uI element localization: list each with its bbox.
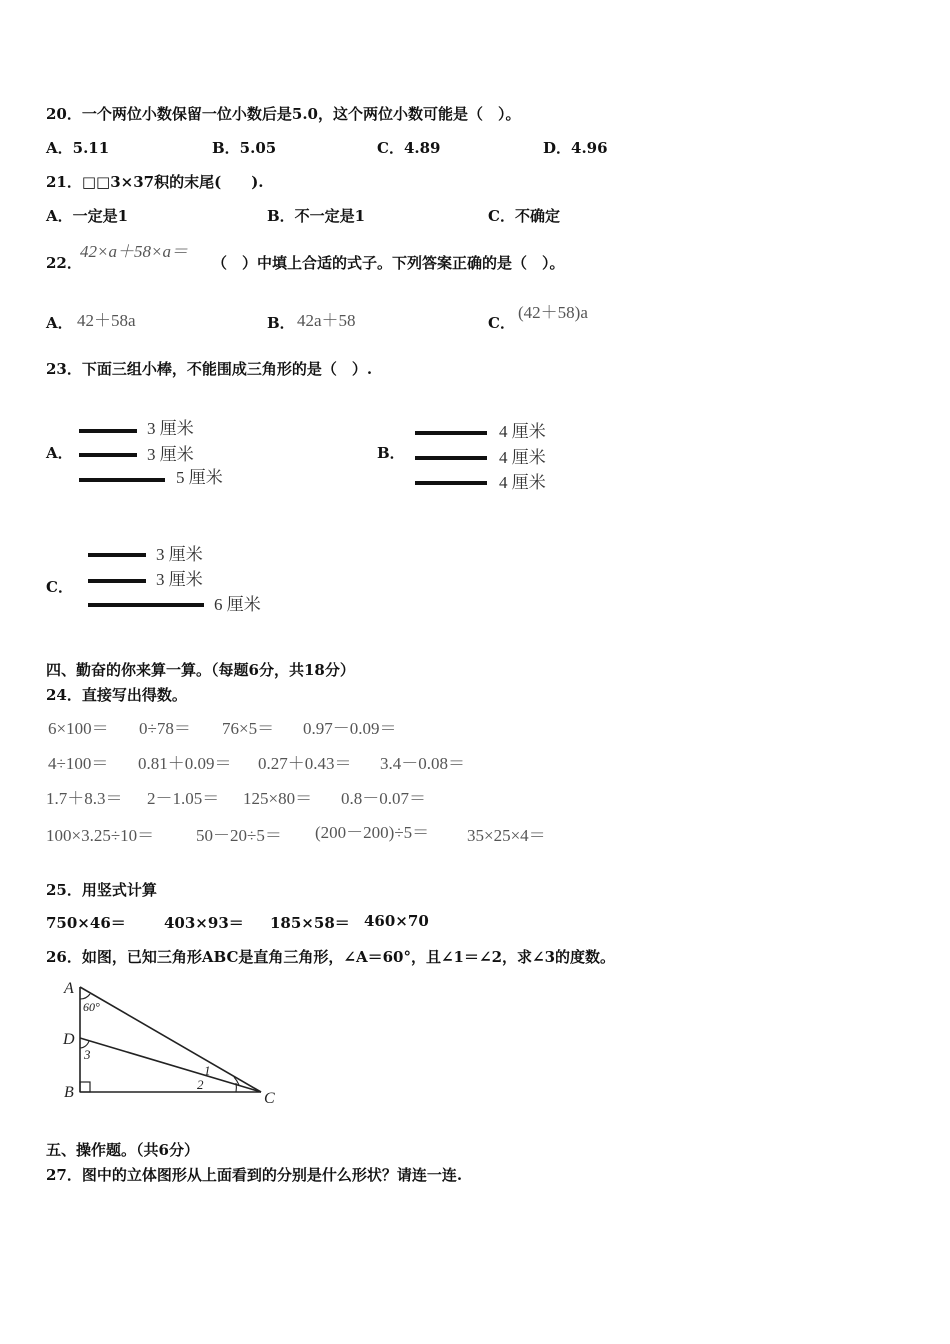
- stick-b2-label: 4 厘米: [499, 448, 546, 467]
- calc-item: 3.4－0.08＝: [380, 754, 465, 773]
- stick-b1: [415, 431, 487, 435]
- calc-item: 76×5＝: [222, 719, 275, 738]
- stick-c1-label: 3 厘米: [156, 545, 203, 564]
- stick-c1: [88, 553, 146, 557]
- section-4-title: 四、勤奋的你来算一算。（每题6分，共18分）: [46, 661, 355, 679]
- stick-a2: [79, 453, 137, 457]
- q21-option-b[interactable]: B．不一定是1: [267, 207, 366, 225]
- stick-c3-label: 6 厘米: [214, 595, 261, 614]
- q23-option-b[interactable]: B．: [377, 444, 405, 462]
- triangle-figure: [58, 975, 288, 1110]
- q20-option-c[interactable]: C．4.89: [377, 139, 441, 157]
- calc-item: 0.8－0.07＝: [341, 789, 426, 808]
- stick-c2: [88, 579, 146, 583]
- angle-1-label: 1: [204, 1063, 211, 1078]
- question-27: 27．图中的立体图形从上面看到的分别是什么形状？请连一连.: [46, 1166, 463, 1184]
- stick-b1-label: 4 厘米: [499, 422, 546, 441]
- stick-a1: [79, 429, 137, 433]
- calc-item: (200－200)÷5＝: [315, 823, 430, 842]
- calc-item: 4÷100＝: [48, 754, 109, 773]
- point-c-label: C: [264, 1090, 275, 1107]
- calc-item: 100×3.25÷10＝: [46, 826, 155, 845]
- q22-option-a-expr[interactable]: 42＋58a: [77, 311, 136, 330]
- q22-option-a-label[interactable]: A．: [46, 314, 73, 332]
- q22-option-c-expr[interactable]: (42＋58)a: [518, 303, 588, 322]
- calc-item: 35×25×4＝: [467, 826, 546, 845]
- calc-item: 6×100＝: [48, 719, 109, 738]
- stick-c3: [88, 603, 204, 607]
- angle-a-label: 60°: [83, 1000, 100, 1014]
- vertical-calc-item: 403×93＝: [164, 914, 244, 932]
- q20-option-d[interactable]: D．4.96: [543, 139, 608, 157]
- calc-item: 0.97－0.09＝: [303, 719, 397, 738]
- question-23: 23．下面三组小棒，不能围成三角形的是（ ）.: [46, 360, 373, 378]
- calc-item: 0.27＋0.43＝: [258, 754, 352, 773]
- q21-option-c[interactable]: C．不确定: [488, 207, 560, 225]
- stick-b2: [415, 456, 487, 460]
- point-b-label: B: [64, 1084, 74, 1101]
- question-26: 26．如图，已知三角形ABC是直角三角形，∠A＝60°，且∠1＝∠2，求∠3的度数。: [46, 948, 616, 966]
- stick-b3: [415, 481, 487, 485]
- angle-2-label: 2: [197, 1077, 204, 1092]
- question-21: 21．□□3×37积的末尾( ).: [46, 173, 264, 191]
- question-25: 25．用竖式计算: [46, 881, 157, 899]
- right-angle-mark: [80, 1082, 90, 1092]
- point-a-label: A: [64, 980, 74, 997]
- q22-option-c-label[interactable]: C．: [488, 314, 515, 332]
- stick-a3-label: 5 厘米: [176, 468, 223, 487]
- calc-item: 0÷78＝: [139, 719, 191, 738]
- stick-a3: [79, 478, 165, 482]
- calc-item: 1.7＋8.3＝: [46, 789, 123, 808]
- angle-3-label: 3: [84, 1047, 91, 1062]
- question-24: 24．直接写出得数。: [46, 686, 187, 704]
- segment-dc: [80, 1038, 261, 1092]
- question-20: 20．一个两位小数保留一位小数后是5.0，这个两位小数可能是（ ）。: [46, 105, 521, 123]
- side-ac: [80, 987, 261, 1092]
- q21-option-a[interactable]: A．一定是1: [46, 207, 129, 225]
- vertical-calc-item: 185×58＝: [270, 914, 350, 932]
- calc-item: 125×80＝: [243, 789, 313, 808]
- q23-option-c[interactable]: C．: [46, 578, 73, 596]
- stick-a1-label: 3 厘米: [147, 419, 194, 438]
- q23-option-a[interactable]: A．: [46, 444, 73, 462]
- question-22-text: （ ）中填上合适的式子。下列答案正确的是（ ）。: [212, 254, 565, 272]
- question-22-number: 22．: [46, 254, 82, 272]
- vertical-calc-item: 750×46＝: [46, 914, 126, 932]
- section-5-title: 五、操作题。（共6分）: [46, 1141, 199, 1159]
- q22-option-b-label[interactable]: B．: [267, 314, 295, 332]
- calc-item: 2－1.05＝: [147, 789, 220, 808]
- vertical-calc-item: 460×70: [364, 912, 429, 930]
- q20-option-a[interactable]: A．5.11: [46, 139, 110, 157]
- point-d-label: D: [63, 1031, 75, 1048]
- calc-item: 0.81＋0.09＝: [138, 754, 232, 773]
- stick-b3-label: 4 厘米: [499, 473, 546, 492]
- q22-expression: 42×a＋58×a＝: [80, 242, 188, 261]
- calc-item: 50－20÷5＝: [196, 826, 282, 845]
- q22-option-b-expr[interactable]: 42a＋58: [297, 311, 356, 330]
- angle-a-arc: [80, 994, 90, 999]
- q20-option-b[interactable]: B．5.05: [212, 139, 277, 157]
- stick-a2-label: 3 厘米: [147, 445, 194, 464]
- stick-c2-label: 3 厘米: [156, 570, 203, 589]
